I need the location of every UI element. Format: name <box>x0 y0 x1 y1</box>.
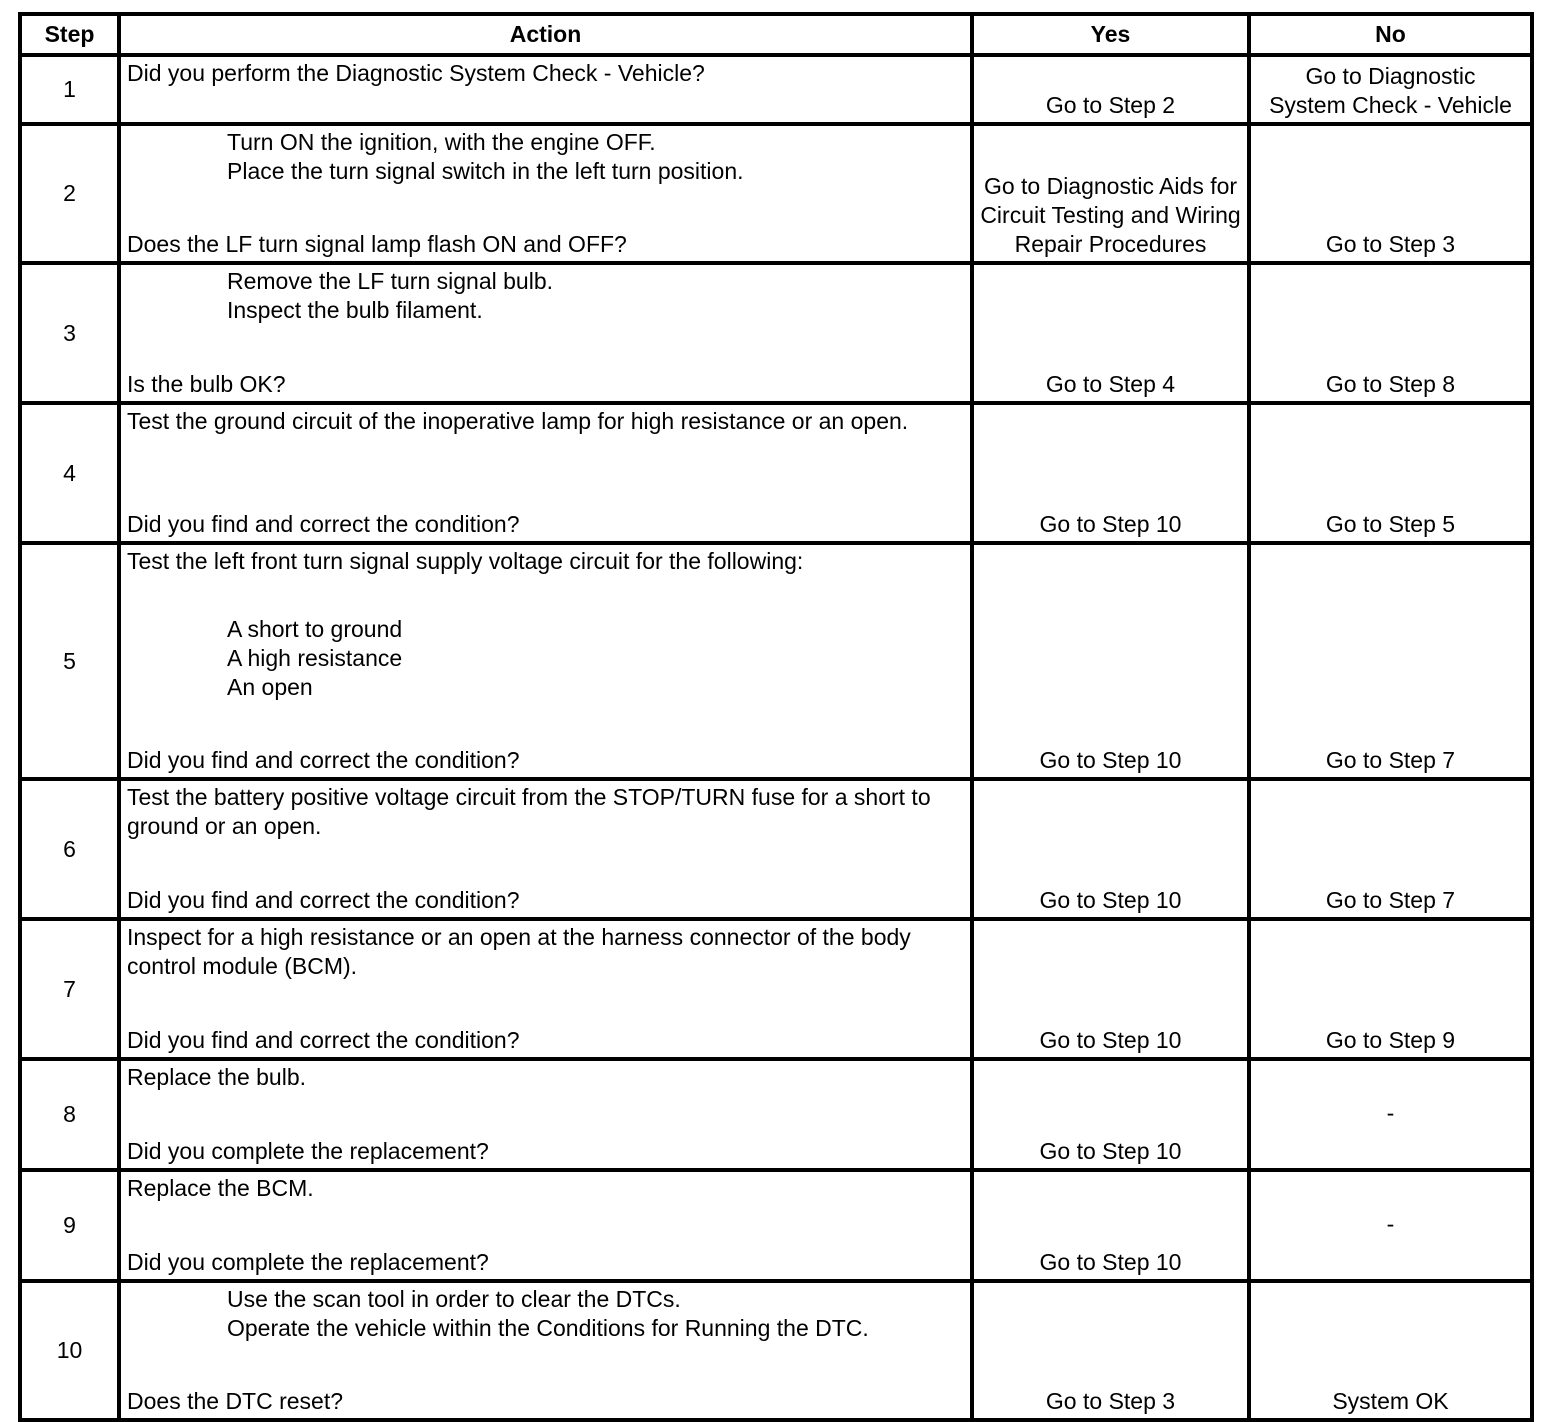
action-text: Test the left front turn signal supply voltage circuit for the following: <box>127 548 804 574</box>
no-result: Go to Step 3 <box>1249 124 1532 263</box>
table-row <box>20 919 1532 1059</box>
action-question: Does the DTC reset? <box>127 1388 344 1414</box>
action-cell <box>119 919 972 1059</box>
action-question: Did you find and correct the condition? <box>127 511 520 537</box>
step-number: 5 <box>20 543 119 779</box>
action-cell <box>119 779 972 919</box>
action-cell <box>119 263 972 403</box>
action-bullet: Operate the vehicle within the Conditions for Running the DTC. <box>227 1315 869 1341</box>
step-number: 10 <box>20 1281 119 1420</box>
no-result: Go to Step 9 <box>1249 919 1532 1059</box>
no-result: Go to Step 5 <box>1249 403 1532 543</box>
yes-result: Go to Step 4 <box>972 263 1249 403</box>
action-bullet: A high resistance <box>227 645 403 671</box>
step-number: 9 <box>20 1170 119 1281</box>
action-bullet: An open <box>227 674 313 700</box>
action-bullet: Inspect the bulb filament. <box>227 297 483 323</box>
table-row <box>20 1170 1532 1281</box>
step-number: 2 <box>20 124 119 263</box>
step-number: 8 <box>20 1059 119 1170</box>
action-text: Replace the bulb. <box>127 1064 307 1090</box>
step-number: 4 <box>20 403 119 543</box>
no-result: Go to Step 7 <box>1249 543 1532 779</box>
action-cell <box>119 1170 972 1281</box>
diagnostic-table <box>18 12 1534 1422</box>
yes-result: Go to Step 10 <box>972 919 1249 1059</box>
no-result: Go to Step 8 <box>1249 263 1532 403</box>
header-step: Step <box>20 14 119 55</box>
header-yes: Yes <box>972 14 1249 55</box>
table-row <box>20 1281 1532 1420</box>
action-bullet: Use the scan tool in order to clear the DTCs. <box>227 1286 681 1312</box>
yes-result: Go to Diagnostic Aids for Circuit Testing and Wiring Repair Procedures <box>972 124 1249 263</box>
table-row <box>20 124 1532 263</box>
no-result: Go to Step 7 <box>1249 779 1532 919</box>
action-question: Does the LF turn signal lamp flash ON and OFF? <box>127 231 627 257</box>
table-row <box>20 1059 1532 1170</box>
yes-result: Go to Step 10 <box>972 1059 1249 1170</box>
action-question: Did you find and correct the condition? <box>127 1027 520 1053</box>
table-row <box>20 543 1532 779</box>
action-bullet: Remove the LF turn signal bulb. <box>227 268 554 294</box>
no-result-line: System Check - Vehicle <box>1269 92 1512 118</box>
action-cell <box>119 543 972 779</box>
step-number: 7 <box>20 919 119 1059</box>
action-bullet: A short to ground <box>227 616 403 642</box>
yes-result: Go to Step 10 <box>972 779 1249 919</box>
yes-result: Go to Step 3 <box>972 1281 1249 1420</box>
action-cell <box>119 403 972 543</box>
no-result: System OK <box>1249 1281 1532 1420</box>
yes-result: Go to Step 10 <box>972 1170 1249 1281</box>
yes-result: Go to Step 2 <box>972 55 1249 124</box>
action-question: Did you find and correct the condition? <box>127 747 520 773</box>
table-row <box>20 55 1532 124</box>
action-cell <box>119 1281 972 1420</box>
action-question: Is the bulb OK? <box>127 371 286 397</box>
step-number: 1 <box>20 55 119 124</box>
action-question: Did you find and correct the condition? <box>127 887 520 913</box>
yes-result: Go to Step 10 <box>972 543 1249 779</box>
action-cell <box>119 55 972 124</box>
table-row <box>20 403 1532 543</box>
header-row <box>20 14 1532 55</box>
yes-result: Go to Step 10 <box>972 403 1249 543</box>
no-result-line: Go to Diagnostic <box>1305 63 1476 89</box>
step-number: 6 <box>20 779 119 919</box>
step-number: 3 <box>20 263 119 403</box>
action-bullet: Turn ON the ignition, with the engine OFF. <box>227 129 656 155</box>
action-cell <box>119 1059 972 1170</box>
action-text: Test the battery positive voltage circuit from the STOP/TURN fuse for a short to ground or an open. <box>127 784 931 839</box>
header-no: No <box>1249 14 1532 55</box>
header-action: Action <box>119 14 972 55</box>
action-question: Did you complete the replacement? <box>127 1138 489 1164</box>
table-row <box>20 779 1532 919</box>
action-text: Test the ground circuit of the inoperative lamp for high resistance or an open. <box>127 408 909 434</box>
table-row <box>20 263 1532 403</box>
action-text: Did you perform the Diagnostic System Check - Vehicle? <box>127 60 705 86</box>
no-result: - <box>1249 1170 1532 1281</box>
action-question: Did you complete the replacement? <box>127 1249 489 1275</box>
action-text: Replace the BCM. <box>127 1175 314 1201</box>
action-cell <box>119 124 972 263</box>
no-result <box>1249 55 1532 124</box>
action-bullet: Place the turn signal switch in the left turn position. <box>227 158 744 184</box>
no-result: - <box>1249 1059 1532 1170</box>
action-text: Inspect for a high resistance or an open at the harness connector of the body control module (BCM). <box>127 924 911 979</box>
